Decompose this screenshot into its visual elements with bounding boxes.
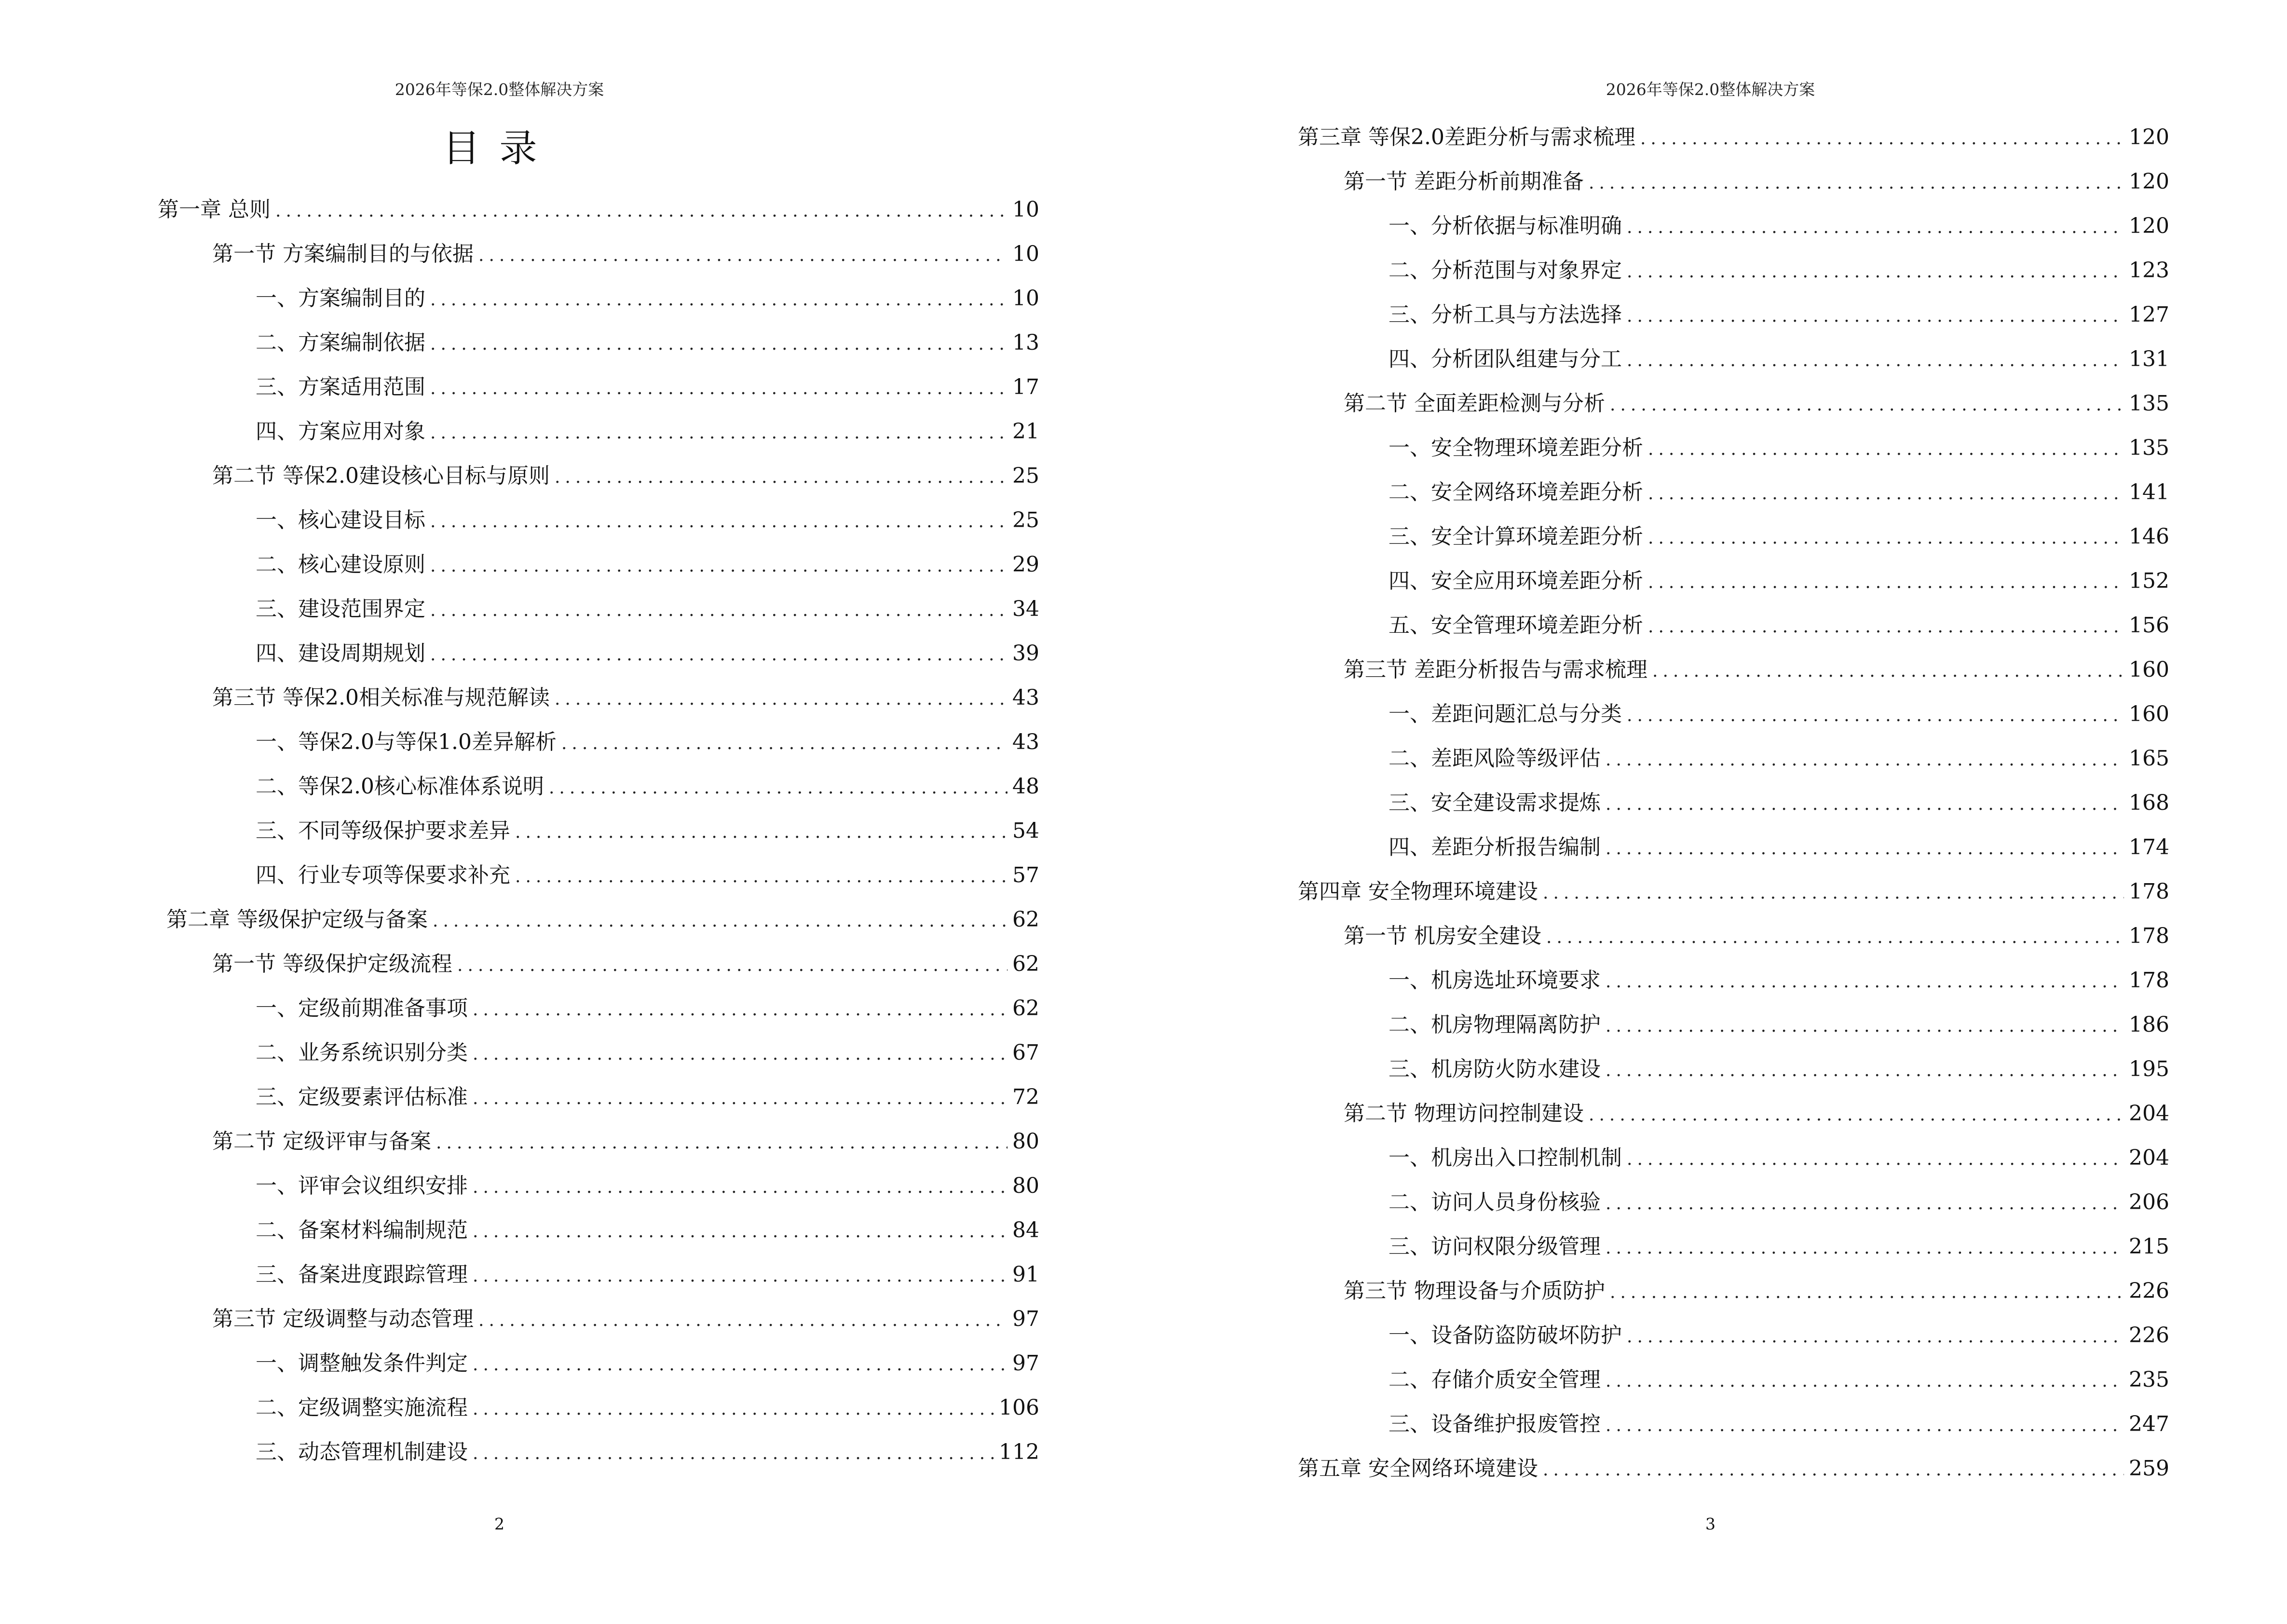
dot-leader (1627, 262, 2124, 282)
toc-entry-level-3[interactable] (1389, 830, 2169, 863)
toc-entry-level-3[interactable] (1389, 1140, 2169, 1174)
toc-entry-label: 第三节 差距分析报告与需求梳理 (1344, 657, 1647, 682)
toc-entry-level-3[interactable] (256, 325, 1039, 359)
dot-leader (1606, 1194, 2124, 1214)
toc-entry-page: 62 (1012, 996, 1039, 1021)
toc-entry-level-3[interactable] (256, 1168, 1039, 1202)
toc-entry-page: 168 (2129, 791, 2169, 815)
dot-leader (1543, 1460, 2124, 1480)
toc-entry-level-1[interactable] (166, 902, 1039, 936)
dot-leader (1606, 972, 2124, 992)
toc-entry-label: 三、建设范围界定 (256, 597, 425, 621)
dot-leader (478, 1310, 1007, 1330)
dot-leader (1648, 573, 2124, 592)
dot-leader (430, 600, 1007, 620)
toc-entry-level-2[interactable] (1344, 652, 2169, 686)
toc-entry-page: 127 (2129, 302, 2169, 327)
toc-entry-level-3[interactable] (1389, 741, 2169, 775)
toc-entry-level-3[interactable] (256, 1213, 1039, 1246)
toc-entry-level-3[interactable] (256, 503, 1039, 536)
dot-leader (555, 467, 1007, 487)
toc-entry-label: 一、机房出入口控制机制 (1389, 1146, 1622, 1170)
toc-entry-label: 第一章 总则 (158, 197, 271, 222)
toc-entry-page: 204 (2129, 1101, 2169, 1126)
dot-leader (1627, 351, 2124, 370)
dot-leader (473, 1177, 1007, 1197)
toc-entry-level-3[interactable] (256, 1390, 1039, 1424)
toc-entry-page: 25 (1012, 508, 1039, 532)
dot-leader (430, 423, 1007, 443)
toc-entry-label: 三、安全建设需求提炼 (1389, 791, 1601, 815)
toc-entry-page: 84 (1012, 1218, 1039, 1242)
toc-entry-label: 一、核心建设目标 (256, 508, 425, 532)
toc-entry-page: 43 (1012, 685, 1039, 710)
toc-entry-level-3[interactable] (256, 724, 1039, 758)
dot-leader (1648, 528, 2124, 548)
toc-entry-page: 48 (1012, 774, 1039, 799)
toc-entry-label: 三、备案进度跟踪管理 (256, 1262, 468, 1287)
dot-leader (473, 1222, 1007, 1242)
toc-entry-level-3[interactable] (1389, 208, 2169, 242)
toc-page-right (1144, 0, 2287, 1624)
toc-entry-page: 259 (2129, 1456, 2169, 1481)
toc-entry-level-3[interactable] (256, 1346, 1039, 1379)
toc-entry-page: 29 (1012, 552, 1039, 577)
toc-entry-label: 第二节 全面差距检测与分析 (1344, 391, 1605, 416)
toc-entry-page: 226 (2129, 1323, 2169, 1348)
dot-leader (1606, 794, 2124, 814)
toc-entry-level-3[interactable] (256, 1035, 1039, 1069)
toc-entry-level-3[interactable] (256, 858, 1039, 891)
toc-entry-level-3[interactable] (1389, 563, 2169, 597)
toc-entry-label: 二、访问人员身份核验 (1389, 1190, 1601, 1215)
toc-entry-label: 二、安全网络环境差距分析 (1389, 480, 1643, 505)
toc-entry-label: 三、设备维护报废管控 (1389, 1412, 1601, 1436)
toc-entry-page: 13 (1012, 330, 1039, 355)
toc-entry-page: 178 (2129, 968, 2169, 993)
toc-entry-level-3[interactable] (1389, 785, 2169, 819)
toc-entry-label: 二、定级调整实施流程 (256, 1395, 468, 1420)
toc-entry-level-3[interactable] (1389, 1362, 2169, 1396)
toc-entry-label: 第一节 机房安全建设 (1344, 924, 1541, 948)
toc-entry-level-1[interactable] (1298, 1451, 2169, 1485)
toc-entry-level-3[interactable] (256, 591, 1039, 625)
running-header: 2026年等保2.0整体解决方案 (395, 80, 604, 99)
toc-entry-label: 一、评审会议组织安排 (256, 1174, 468, 1198)
toc-entry-level-2[interactable] (1344, 918, 2169, 952)
toc-entry-page: 186 (2129, 1012, 2169, 1037)
toc-entry-label: 三、不同等级保护要求差异 (256, 819, 510, 843)
dot-leader (457, 955, 1007, 975)
toc-entry-label: 二、备案材料编制规范 (256, 1218, 468, 1242)
toc-entry-level-3[interactable] (256, 991, 1039, 1024)
toc-entry-label: 一、定级前期准备事项 (256, 996, 468, 1021)
toc-entry-page: 165 (2129, 746, 2169, 771)
toc-entry-level-1[interactable] (1298, 874, 2169, 908)
toc-entry-level-3[interactable] (1389, 253, 2169, 287)
toc-entry-label: 二、分析范围与对象界定 (1389, 258, 1622, 283)
toc-entry-label: 第三节 等保2.0相关标准与规范解读 (212, 685, 550, 710)
toc-entry-level-3[interactable] (256, 769, 1039, 803)
toc-entry-label: 二、业务系统识别分类 (256, 1040, 468, 1065)
toc-entry-level-3[interactable] (256, 1257, 1039, 1291)
toc-entry-page: 62 (1012, 907, 1039, 932)
toc-entry-label: 第三节 物理设备与介质防护 (1344, 1279, 1605, 1303)
dot-leader (1610, 1283, 2124, 1302)
toc-entry-label: 一、机房选址环境要求 (1389, 968, 1601, 993)
toc-entry-page: 67 (1012, 1040, 1039, 1065)
toc-entry-label: 三、动态管理机制建设 (256, 1440, 468, 1464)
toc-entry-label: 四、行业专项等保要求补充 (256, 863, 510, 887)
dot-leader (430, 379, 1007, 398)
toc-entry-label: 三、分析工具与方法选择 (1389, 302, 1622, 327)
toc-entry-level-3[interactable] (256, 813, 1039, 847)
toc-entry-page: 43 (1012, 730, 1039, 754)
toc-entry-page: 62 (1012, 952, 1039, 976)
toc-entry-label: 二、等保2.0核心标准体系说明 (256, 774, 544, 799)
toc-entry-level-3[interactable] (1389, 430, 2169, 464)
toc-entry-level-3[interactable] (256, 414, 1039, 448)
toc-entry-level-3[interactable] (1389, 297, 2169, 331)
toc-entry-label: 一、调整触发条件判定 (256, 1351, 468, 1376)
toc-entry-level-2[interactable] (212, 1301, 1039, 1335)
toc-entry-page: 120 (2129, 214, 2169, 238)
dot-leader (561, 734, 1007, 753)
dot-leader (1627, 706, 2124, 725)
running-header: 2026年等保2.0整体解决方案 (1606, 80, 1815, 99)
toc-entry-label: 四、差距分析报告编制 (1389, 835, 1601, 860)
toc-entry-label: 一、等保2.0与等保1.0差异解析 (256, 730, 557, 754)
toc-entry-label: 一、分析依据与标准明确 (1389, 214, 1622, 238)
toc-entry-page: 141 (2129, 480, 2169, 505)
toc-entry-page: 152 (2129, 569, 2169, 593)
toc-entry-page: 120 (2129, 125, 2169, 150)
toc-entry-page: 25 (1012, 464, 1039, 488)
toc-entry-label: 四、安全应用环境差距分析 (1389, 569, 1643, 593)
toc-entry-label: 二、机房物理隔离防护 (1389, 1012, 1601, 1037)
toc-entry-page: 21 (1012, 419, 1039, 444)
dot-leader (473, 1089, 1007, 1108)
toc-entry-label: 第五章 安全网络环境建设 (1298, 1456, 1538, 1481)
toc-entry-page: 80 (1012, 1174, 1039, 1198)
toc-entry-page: 156 (2129, 613, 2169, 638)
toc-entry-page: 160 (2129, 702, 2169, 726)
dot-leader (1606, 750, 2124, 770)
toc-entry-label: 一、方案编制目的 (256, 286, 425, 311)
toc-entry-page: 39 (1012, 641, 1039, 666)
toc-entry-label: 二、差距风险等级评估 (1389, 746, 1601, 771)
dot-leader (1546, 928, 2124, 947)
dot-leader (1648, 439, 2124, 459)
toc-entry-level-2[interactable] (212, 946, 1039, 980)
toc-entry-label: 第四章 安全物理环境建设 (1298, 879, 1538, 904)
dot-leader (1589, 1105, 2124, 1125)
toc-entry-level-2[interactable] (1344, 164, 2169, 198)
toc-entry-label: 第一节 等级保护定级流程 (212, 952, 452, 976)
toc-entry-page: 123 (2129, 258, 2169, 283)
toc-entry-level-2[interactable] (212, 458, 1039, 492)
toc-entry-page: 34 (1012, 597, 1039, 621)
toc-entry-level-1[interactable] (158, 192, 1039, 226)
dot-leader (1627, 306, 2124, 326)
toc-entry-level-3[interactable] (256, 547, 1039, 581)
toc-entry-page: 10 (1012, 286, 1039, 311)
toc-entry-label: 二、方案编制依据 (256, 330, 425, 355)
toc-entry-page: 120 (2129, 169, 2169, 194)
toc-entry-page: 215 (2129, 1234, 2169, 1259)
dot-leader (275, 201, 1007, 221)
toc-entry-page: 235 (2129, 1367, 2169, 1392)
toc-entry-level-3[interactable] (1389, 1406, 2169, 1440)
toc-entry-level-3[interactable] (1389, 1007, 2169, 1041)
toc-entry-page: 135 (2129, 436, 2169, 460)
toc-entry-level-2[interactable] (1344, 1273, 2169, 1307)
toc-entry-page: 247 (2129, 1412, 2169, 1436)
dot-leader (1640, 129, 2124, 149)
dot-leader (473, 1355, 1007, 1375)
dot-leader (473, 1044, 1007, 1064)
toc-entry-label: 一、设备防盗防破坏防护 (1389, 1323, 1622, 1348)
toc-entry-label: 四、方案应用对象 (256, 419, 425, 444)
dot-leader (433, 911, 1007, 931)
dot-leader (430, 645, 1007, 665)
dot-leader (1627, 1149, 2124, 1169)
toc-entry-level-2[interactable] (1344, 1096, 2169, 1130)
toc-entry-level-3[interactable] (1389, 1229, 2169, 1263)
toc-entry-page: 178 (2129, 879, 2169, 904)
dot-leader (549, 778, 1007, 798)
toc-entry-label: 三、机房防火防水建设 (1389, 1057, 1601, 1081)
dot-leader (473, 1000, 1007, 1020)
dot-leader (555, 689, 1007, 709)
dot-leader (430, 334, 1007, 354)
dot-leader (478, 246, 1007, 265)
toc-entry-level-2[interactable] (1344, 386, 2169, 420)
toc-entry-page: 97 (1012, 1351, 1039, 1376)
toc-entry-label: 二、存储介质安全管理 (1389, 1367, 1601, 1392)
dot-leader (1627, 218, 2124, 237)
dot-leader (430, 512, 1007, 532)
toc-entry-page: 10 (1012, 197, 1039, 222)
toc-entry-page: 17 (1012, 375, 1039, 399)
toc-entry-level-2[interactable] (212, 1124, 1039, 1158)
toc-entry-label: 第二节 定级评审与备案 (212, 1129, 431, 1154)
toc-entry-page: 226 (2129, 1279, 2169, 1303)
toc-entry-label: 第二节 等保2.0建设核心目标与原则 (212, 464, 550, 488)
toc-entry-level-3[interactable] (1389, 519, 2169, 553)
dot-leader (473, 1266, 1007, 1286)
toc-entry-level-3[interactable] (1389, 1185, 2169, 1218)
toc-entry-level-3[interactable] (1389, 608, 2169, 641)
toc-entry-page: 91 (1012, 1262, 1039, 1287)
dot-leader (1652, 661, 2124, 681)
dot-leader (1606, 1238, 2124, 1258)
toc-entry-level-3[interactable] (1389, 1318, 2169, 1351)
toc-entry-page: 131 (2129, 347, 2169, 371)
toc-entry-level-3[interactable] (256, 1434, 1039, 1468)
toc-entry-label: 三、访问权限分级管理 (1389, 1234, 1601, 1259)
toc-entry-level-2[interactable] (212, 680, 1039, 714)
dot-leader (1543, 883, 2124, 903)
dot-leader (1610, 395, 2124, 415)
toc-entry-label: 第三章 等保2.0差距分析与需求梳理 (1298, 125, 1635, 150)
dot-leader (1648, 617, 2124, 637)
dot-leader (473, 1399, 994, 1419)
toc-entry-page: 146 (2129, 524, 2169, 549)
toc-entry-level-3[interactable] (1389, 696, 2169, 730)
toc-entry-page: 112 (999, 1440, 1039, 1464)
toc-entry-level-3[interactable] (256, 636, 1039, 669)
toc-entry-label: 三、定级要素评估标准 (256, 1085, 468, 1109)
toc-entry-level-3[interactable] (256, 281, 1039, 314)
toc-entry-page: 206 (2129, 1190, 2169, 1215)
toc-entry-label: 第二章 等级保护定级与备案 (166, 907, 428, 932)
dot-leader (1606, 1016, 2124, 1036)
toc-entry-level-3[interactable] (256, 1079, 1039, 1113)
toc-entry-label: 第三节 定级调整与动态管理 (212, 1307, 474, 1331)
toc-entry-label: 二、核心建设原则 (256, 552, 425, 577)
toc-entry-page: 72 (1012, 1085, 1039, 1109)
toc-entry-label: 一、安全物理环境差距分析 (1389, 436, 1643, 460)
toc-entry-page: 204 (2129, 1146, 2169, 1170)
dot-leader (436, 1133, 1007, 1153)
dot-leader (1606, 1371, 2124, 1391)
page-number: 3 (1705, 1515, 1715, 1533)
toc-entry-label: 五、安全管理环境差距分析 (1389, 613, 1643, 638)
toc-entry-label: 一、差距问题汇总与分类 (1389, 702, 1622, 726)
dot-leader (1589, 173, 2124, 193)
dot-leader (1606, 839, 2124, 859)
toc-entry-level-3[interactable] (1389, 963, 2169, 996)
dot-leader (430, 290, 1007, 310)
toc-entry-label: 第一节 差距分析前期准备 (1344, 169, 1584, 194)
dot-leader (430, 556, 1007, 576)
toc-entry-label: 四、建设周期规划 (256, 641, 425, 666)
toc-entry-page: 57 (1012, 863, 1039, 887)
toc-entry-page: 178 (2129, 924, 2169, 948)
toc-entry-page: 195 (2129, 1057, 2169, 1081)
toc-entry-label: 三、方案适用范围 (256, 375, 425, 399)
toc-entry-level-3[interactable] (1389, 475, 2169, 508)
toc-title: 目录 (442, 127, 557, 170)
dot-leader (1606, 1061, 2124, 1080)
toc-entry-page: 54 (1012, 819, 1039, 843)
toc-entry-label: 三、安全计算环境差距分析 (1389, 524, 1643, 549)
dot-leader (1606, 1416, 2124, 1435)
dot-leader (515, 822, 1007, 842)
toc-entry-page: 160 (2129, 657, 2169, 682)
toc-entry-label: 四、分析团队组建与分工 (1389, 347, 1622, 371)
toc-entry-page: 10 (1012, 242, 1039, 266)
toc-entry-level-3[interactable] (256, 369, 1039, 403)
dot-leader (515, 867, 1007, 887)
toc-entry-label: 第一节 方案编制目的与依据 (212, 242, 474, 266)
toc-entry-page: 135 (2129, 391, 2169, 416)
toc-entry-label: 第二节 物理访问控制建设 (1344, 1101, 1584, 1126)
toc-entry-level-1[interactable] (1298, 120, 2169, 153)
toc-entry-level-3[interactable] (1389, 1051, 2169, 1085)
dot-leader (1648, 484, 2124, 504)
toc-entry-level-3[interactable] (1389, 341, 2169, 375)
toc-entry-page: 174 (2129, 835, 2169, 860)
toc-entry-page: 106 (999, 1395, 1039, 1420)
toc-entry-page: 97 (1012, 1307, 1039, 1331)
page-number: 2 (494, 1515, 504, 1533)
toc-entry-page: 80 (1012, 1129, 1039, 1154)
dot-leader (1627, 1327, 2124, 1347)
toc-entry-level-2[interactable] (212, 236, 1039, 270)
dot-leader (473, 1444, 994, 1463)
